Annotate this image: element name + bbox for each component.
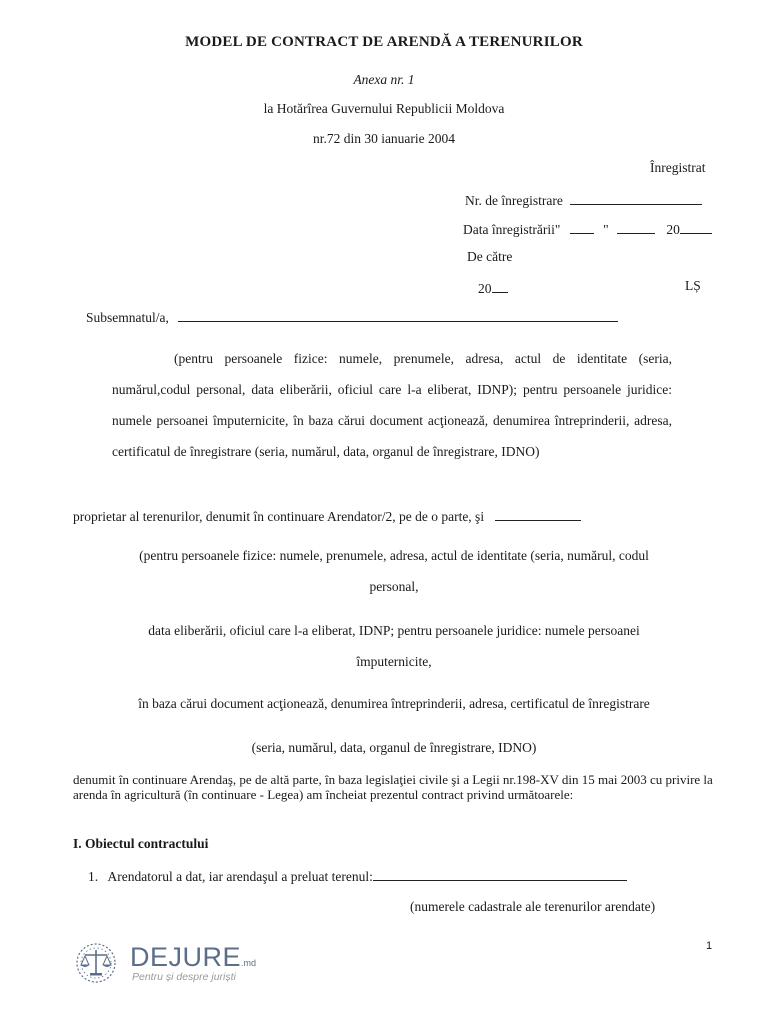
lessee-paragraph: denumit în continuare Arendaş, pe de altă parte, în baza legislaţiei civile şi a Legii nr.198-XV din 15 mai 2003 cu privire la arenda în agricultură (în continuare - Legea) am încheiat prezentul contract privind următoarele: (73, 772, 713, 802)
decision-reference: la Hotărîrea Guvernului Republicii Moldova (263, 101, 505, 116)
document-title: MODEL DE CONTRACT DE ARENDĂ A TERENURILOR (185, 34, 583, 50)
undersigned-blank (178, 307, 618, 322)
registration-day-blank (570, 219, 594, 234)
registration-by-label: De către (467, 249, 513, 264)
brand-suffix: .md (241, 958, 257, 968)
lessee-name-blank (495, 506, 581, 521)
registration-month-blank (617, 219, 655, 234)
registration-number-label: Nr. de înregistrare (465, 193, 563, 208)
registration-date-label: Data înregistrării" (463, 222, 561, 237)
item1-text: Arendatorul a dat, iar arendaşul a preluat terenul: (107, 869, 373, 884)
party2-note-line3: data eliberării, oficiul care l-a eliberat, IDNP; pentru persoanele juridice: numele persoanei (148, 623, 640, 638)
scales-of-justice-icon (72, 940, 124, 986)
item1-note: (numerele cadastrale ale terenurilor arendate) (410, 899, 656, 914)
registration-year-row (478, 278, 508, 297)
registration-year-prefix: 20 (478, 281, 492, 296)
party2-note-line4: împuternicite, (356, 654, 432, 669)
dejure-logo (72, 940, 257, 986)
party2-note-line6: (seria, numărul, data, organul de înregistrare, IDNO) (251, 740, 537, 755)
registration-number-row (465, 190, 702, 209)
section-heading-object: I. Obiectul contractului (73, 836, 209, 851)
owner-row (73, 506, 581, 525)
undersigned-label: Subsemnatul/a, (86, 310, 169, 325)
registration-year-suffix-blank (492, 278, 508, 293)
brand-tagline: Pentru și despre juriști (132, 971, 236, 983)
party1-details-note: (pentru persoanele fizice: numele, prenumele, adresa, actul de identitate (seria, numărul,codul personal, data eliberării, oficiul care l-a eliberat, IDNP); pentru persoanele juridice: numele persoanei împuternicite, în baza cărui document acţionează, denumirea întreprinderii, adresa, certificatul de înregistrare (seria, numărul, data, organul de înregistrare, IDNO) (112, 351, 672, 459)
registration-number-blank (570, 190, 702, 205)
page-number: 1 (706, 940, 713, 952)
party2-note-line2: personal, (369, 579, 419, 594)
brand-name: DEJURE.md (130, 942, 257, 972)
seal-label: LȘ (685, 278, 701, 293)
cadastral-numbers-blank (373, 866, 627, 881)
registration-year-blank (680, 219, 712, 234)
decision-number: nr.72 din 30 ianuarie 2004 (312, 131, 456, 146)
registration-date-row (463, 219, 712, 238)
party2-note-line1: (pentru persoanele fizice: numele, prenumele, adresa, actul de identitate (seria, numărul, codul (139, 548, 649, 563)
party2-note-line5: în baza cărui document acţionează, denumirea întreprinderii, adresa, certificatul de înregistrare (138, 696, 650, 711)
item1-number: 1. (88, 869, 99, 884)
registration-header: Înregistrat (650, 160, 706, 175)
registration-date-year: 20 (666, 222, 680, 237)
annex-label: Anexa nr. 1 (353, 72, 415, 87)
section1-item1 (88, 866, 627, 885)
owner-line: proprietar al terenurilor, denumit în continuare Arendator/2, pe de o parte, şi (73, 509, 485, 524)
undersigned-row (86, 307, 618, 326)
registration-date-quote: " (603, 222, 609, 237)
